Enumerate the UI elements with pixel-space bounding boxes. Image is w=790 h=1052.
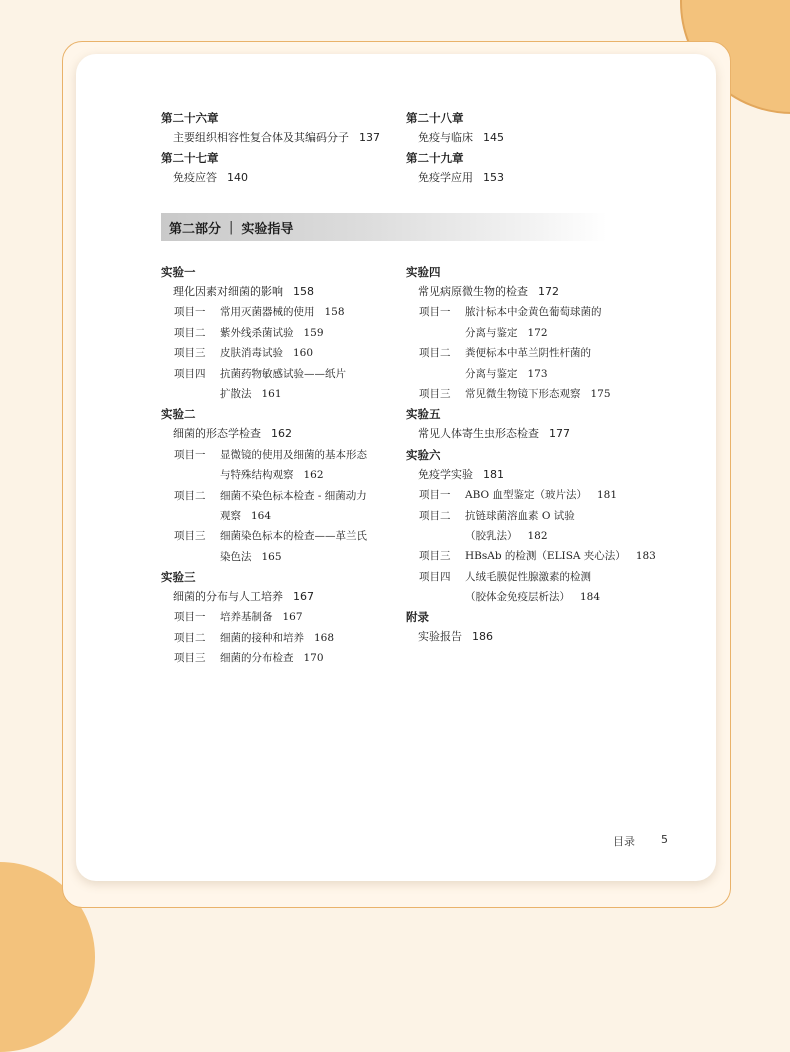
toc-item[interactable] [406, 567, 636, 587]
entry-page: 172 [538, 285, 559, 298]
entry-title: 免疫与临床 [418, 131, 473, 144]
toc-top-left-column [161, 108, 401, 189]
toc-item[interactable] [406, 384, 636, 404]
experiment-title: 实验六 [406, 447, 441, 462]
item-text: 细菌的接种和培养 [220, 631, 304, 644]
item-page: 181 [596, 489, 617, 502]
item-text: HBsAb 的检测（ELISA 夹心法） [465, 550, 626, 563]
entry-title: 细菌的形态学检查 [173, 427, 261, 441]
entry-title: 免疫学实验 [418, 467, 473, 481]
item-text: 皮肤消毒试验 [220, 347, 283, 360]
entry-page: 162 [271, 427, 292, 441]
item-text: 抗链球菌溶血素 O 试验 [465, 509, 575, 522]
item-page: 159 [303, 326, 324, 339]
page-number: 5 [661, 833, 668, 846]
chapter-title: 第二十六章 [161, 111, 219, 125]
toc-item-continuation[interactable] [406, 587, 636, 607]
entry-page: 186 [472, 630, 493, 644]
entry-title: 免疫应答 [173, 171, 217, 185]
item-text: （胶体金免疫层析法） [465, 591, 570, 604]
experiment-title: 实验二 [161, 407, 196, 422]
toc-item-continuation[interactable] [406, 364, 636, 384]
footer-label: 目录 [613, 835, 635, 848]
item-page: 170 [303, 652, 324, 665]
toc-item[interactable] [406, 546, 656, 566]
toc-entry[interactable] [161, 128, 401, 148]
item-text: 人绒毛膜促性腺激素的检测 [465, 570, 591, 583]
item-key: 项目四 [174, 367, 206, 380]
toc-item[interactable] [161, 648, 401, 668]
item-key: 项目三 [419, 387, 451, 400]
entry-page: 137 [359, 131, 380, 144]
toc-item-continuation[interactable] [406, 526, 636, 546]
entry-page: 177 [549, 427, 570, 441]
item-page: 164 [251, 509, 272, 522]
item-page: 183 [635, 550, 656, 563]
item-text: 抗菌药物敏感试验——纸片 [220, 367, 346, 380]
toc-item[interactable] [161, 323, 401, 343]
item-text: 分离与鉴定 [465, 367, 518, 380]
toc-item[interactable] [161, 343, 401, 363]
toc-item-continuation[interactable] [161, 506, 401, 526]
section-name-label: 实验指导 [241, 221, 294, 237]
item-key: 项目三 [174, 652, 206, 665]
item-text: 常见微生物镜下形态观察 [465, 387, 581, 400]
item-text: 扩散法 [220, 387, 252, 400]
item-key: 项目四 [419, 570, 451, 583]
item-key: 项目一 [174, 448, 206, 461]
experiment-title: 实验四 [406, 265, 441, 279]
chapter-title: 第二十八章 [406, 111, 464, 125]
item-page: 165 [261, 550, 282, 563]
item-key: 项目二 [174, 326, 206, 339]
item-key: 项目二 [419, 509, 451, 522]
item-page: 158 [324, 306, 345, 319]
toc-item[interactable] [161, 526, 401, 546]
entry-page: 158 [293, 285, 314, 298]
item-key: 项目二 [419, 347, 451, 360]
experiment-title: 实验三 [161, 570, 196, 585]
entry-page: 140 [227, 171, 248, 185]
toc-entry[interactable] [161, 587, 401, 607]
experiment-title: 附录 [406, 610, 429, 625]
item-text: 观察 [220, 509, 241, 522]
experiment-title: 实验五 [406, 407, 441, 422]
toc-entry[interactable] [406, 465, 636, 485]
toc-entry[interactable] [406, 168, 626, 188]
toc-item-continuation[interactable] [161, 547, 401, 567]
item-page: 161 [261, 387, 282, 400]
item-key: 项目一 [174, 611, 206, 624]
item-key: 项目三 [174, 530, 206, 543]
entry-title: 常见人体寄生虫形态检查 [418, 427, 539, 441]
toc-item[interactable] [406, 343, 636, 363]
toc-entry[interactable] [161, 282, 401, 302]
toc-entry[interactable] [406, 128, 626, 148]
toc-item[interactable] [161, 607, 401, 627]
toc-item[interactable] [161, 364, 401, 384]
toc-entry[interactable] [406, 282, 636, 302]
item-page: 167 [282, 611, 303, 624]
item-page: 168 [314, 631, 335, 644]
item-page: 182 [527, 529, 548, 542]
section-part-label: 第二部分 [169, 221, 222, 237]
item-key: 项目三 [419, 550, 451, 563]
entry-page: 153 [483, 171, 504, 185]
toc-entry[interactable] [406, 627, 636, 647]
toc-entry[interactable] [406, 424, 636, 444]
toc-top-right-column [406, 108, 626, 189]
item-text: 显微镜的使用及细菌的基本形态 [220, 448, 367, 461]
entry-title: 细菌的分布与人工培养 [173, 590, 283, 604]
item-page: 184 [580, 591, 601, 604]
entry-title: 实验报告 [418, 630, 462, 644]
entry-page: 181 [483, 467, 504, 481]
item-text: 染色法 [220, 550, 252, 563]
toc-item-continuation[interactable] [161, 384, 401, 404]
item-key: 项目二 [174, 489, 206, 502]
toc-item[interactable] [161, 628, 401, 648]
entry-page: 167 [293, 590, 314, 604]
item-text: 细菌的分布检查 [220, 652, 294, 665]
item-text: 分离与鉴定 [465, 326, 518, 339]
toc-item-continuation[interactable] [406, 323, 636, 343]
item-page: 172 [527, 326, 548, 339]
item-key: 项目三 [174, 347, 206, 360]
toc-item[interactable] [161, 445, 401, 465]
item-text: ABO 血型鉴定（玻片法） [465, 489, 587, 502]
toc-item[interactable] [406, 302, 636, 322]
toc-item[interactable] [161, 486, 401, 506]
item-key: 项目一 [419, 306, 451, 319]
item-key: 项目一 [419, 489, 451, 502]
chapter-title: 第二十九章 [406, 151, 464, 166]
item-page: 162 [303, 469, 324, 482]
item-key: 项目一 [174, 306, 206, 319]
toc-item-continuation[interactable] [161, 465, 401, 485]
entry-title: 常见病原微生物的检查 [418, 285, 528, 298]
toc-left-experiments-column [161, 262, 401, 669]
toc-entry[interactable] [161, 424, 401, 444]
item-text: 常用灭菌器械的使用 [220, 306, 315, 319]
toc-right-experiments-column [406, 262, 656, 648]
item-page: 175 [590, 387, 611, 400]
toc-item[interactable] [406, 506, 636, 526]
item-text: 粪便标本中革兰阴性杆菌的 [465, 347, 591, 360]
item-text: 脓汁标本中金黄色葡萄球菌的 [465, 306, 602, 319]
item-text: 培养基制备 [220, 611, 273, 624]
entry-page: 145 [483, 131, 504, 144]
item-page: 173 [527, 367, 548, 380]
item-page: 160 [293, 347, 314, 360]
entry-title: 理化因素对细菌的影响 [173, 285, 283, 298]
entry-title: 主要组织相容性复合体及其编码分子 [173, 131, 349, 144]
item-text: 细菌不染色标本检查 - 细菌动力 [220, 489, 367, 502]
toc-entry[interactable] [161, 168, 401, 188]
toc-item[interactable] [406, 485, 636, 505]
item-text: （胶乳法） [465, 529, 518, 542]
entry-title: 免疫学应用 [418, 171, 473, 185]
page-footer [613, 833, 668, 849]
item-key: 项目二 [174, 631, 206, 644]
section-header-bar [161, 213, 607, 241]
item-text: 与特殊结构观察 [220, 469, 294, 482]
chapter-title: 第二十七章 [161, 151, 219, 166]
experiment-title: 实验一 [161, 265, 196, 279]
section-separator: | [229, 219, 234, 235]
item-text: 细菌染色标本的检查——革兰氏 [220, 530, 367, 543]
toc-item[interactable] [161, 302, 401, 322]
item-text: 紫外线杀菌试验 [220, 326, 294, 339]
